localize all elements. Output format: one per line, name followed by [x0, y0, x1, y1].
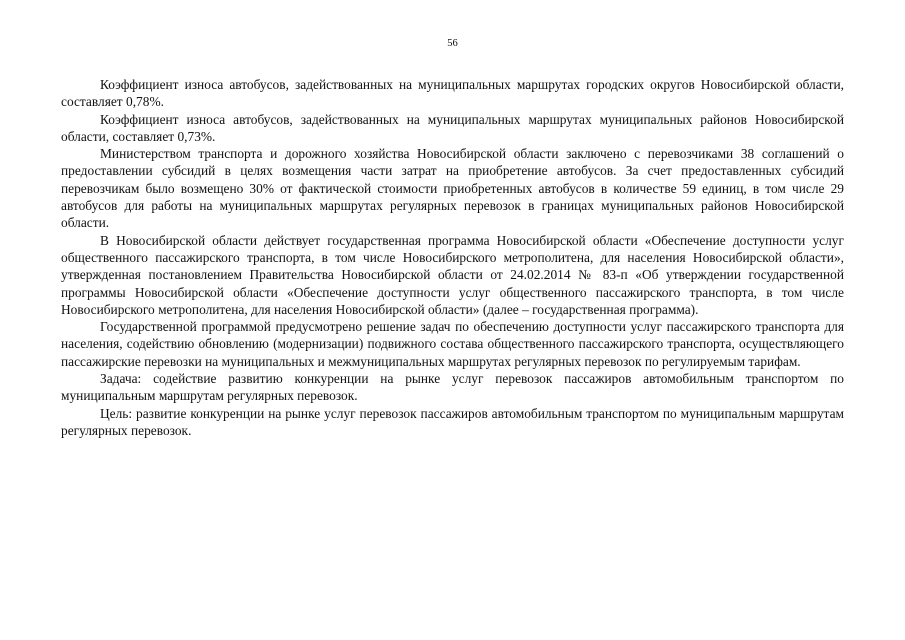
paragraph-wear-coefficient-districts: Коэффициент износа автобусов, задействованных на муниципальных маршрутах муниципальных районов Новосибирской области, составляет 0,73%.: [61, 111, 844, 144]
paragraph-state-program: В Новосибирской области действует государственная программа Новосибирской области «Обеспечение доступности услуг общественного пассажирского транспорта, в том числе Новосибирского метрополитена, для населения Новосибирской области», утвержденная постановлением Правительства Новосибирской области от 24.02.2014 № 83-п «Об утверждении государственной программы Новосибирской области «Обеспечение доступности услуг общественного пассажирского транспорта, в том числе Новосибирского метрополитена, для населения Новосибирской области» (далее – государственная программа).: [61, 232, 844, 317]
document-body: [61, 76, 844, 439]
paragraph-goal: Цель: развитие конкуренции на рынке услуг перевозок пассажиров автомобильным транспортом по муниципальным маршрутам регулярных перевозок.: [61, 405, 844, 438]
paragraph-wear-coefficient-urban: Коэффициент износа автобусов, задействованных на муниципальных маршрутах городских округов Новосибирской области, составляет 0,78%.: [61, 77, 844, 110]
paragraph-subsidy-agreements: Министерством транспорта и дорожного хозяйства Новосибирской области заключено с перевозчиками 38 соглашений о предоставлении субсидий в целях возмещения части затрат на приобретение автобусов. За счет предоставленных субсидий перевозчикам было возмещено 30% от фактической стоимости приобретенных автобусов в количестве 59 единиц, в том числе 29 автобусов для работы на муниципальных маршрутах регулярных перевозок в границах муниципальных районов Новосибирской области.: [61, 146, 844, 231]
paragraph-program-tasks: Государственной программой предусмотрено решение задач по обеспечению доступности услуг пассажирского транспорта для населения, содействию обновлению (модернизации) подвижного состава общественного пассажирского транспорта, осуществляющего пассажирские перевозки на муниципальных и межмуниципальных маршрутах регулярных перевозок по регулируемым тарифам.: [61, 319, 844, 369]
paragraph-task: Задача: содействие развитию конкуренции на рынке услуг перевозок пассажиров автомобильным транспортом по муниципальным маршрутам регулярных перевозок.: [61, 371, 844, 404]
page-number: 56: [447, 38, 458, 49]
